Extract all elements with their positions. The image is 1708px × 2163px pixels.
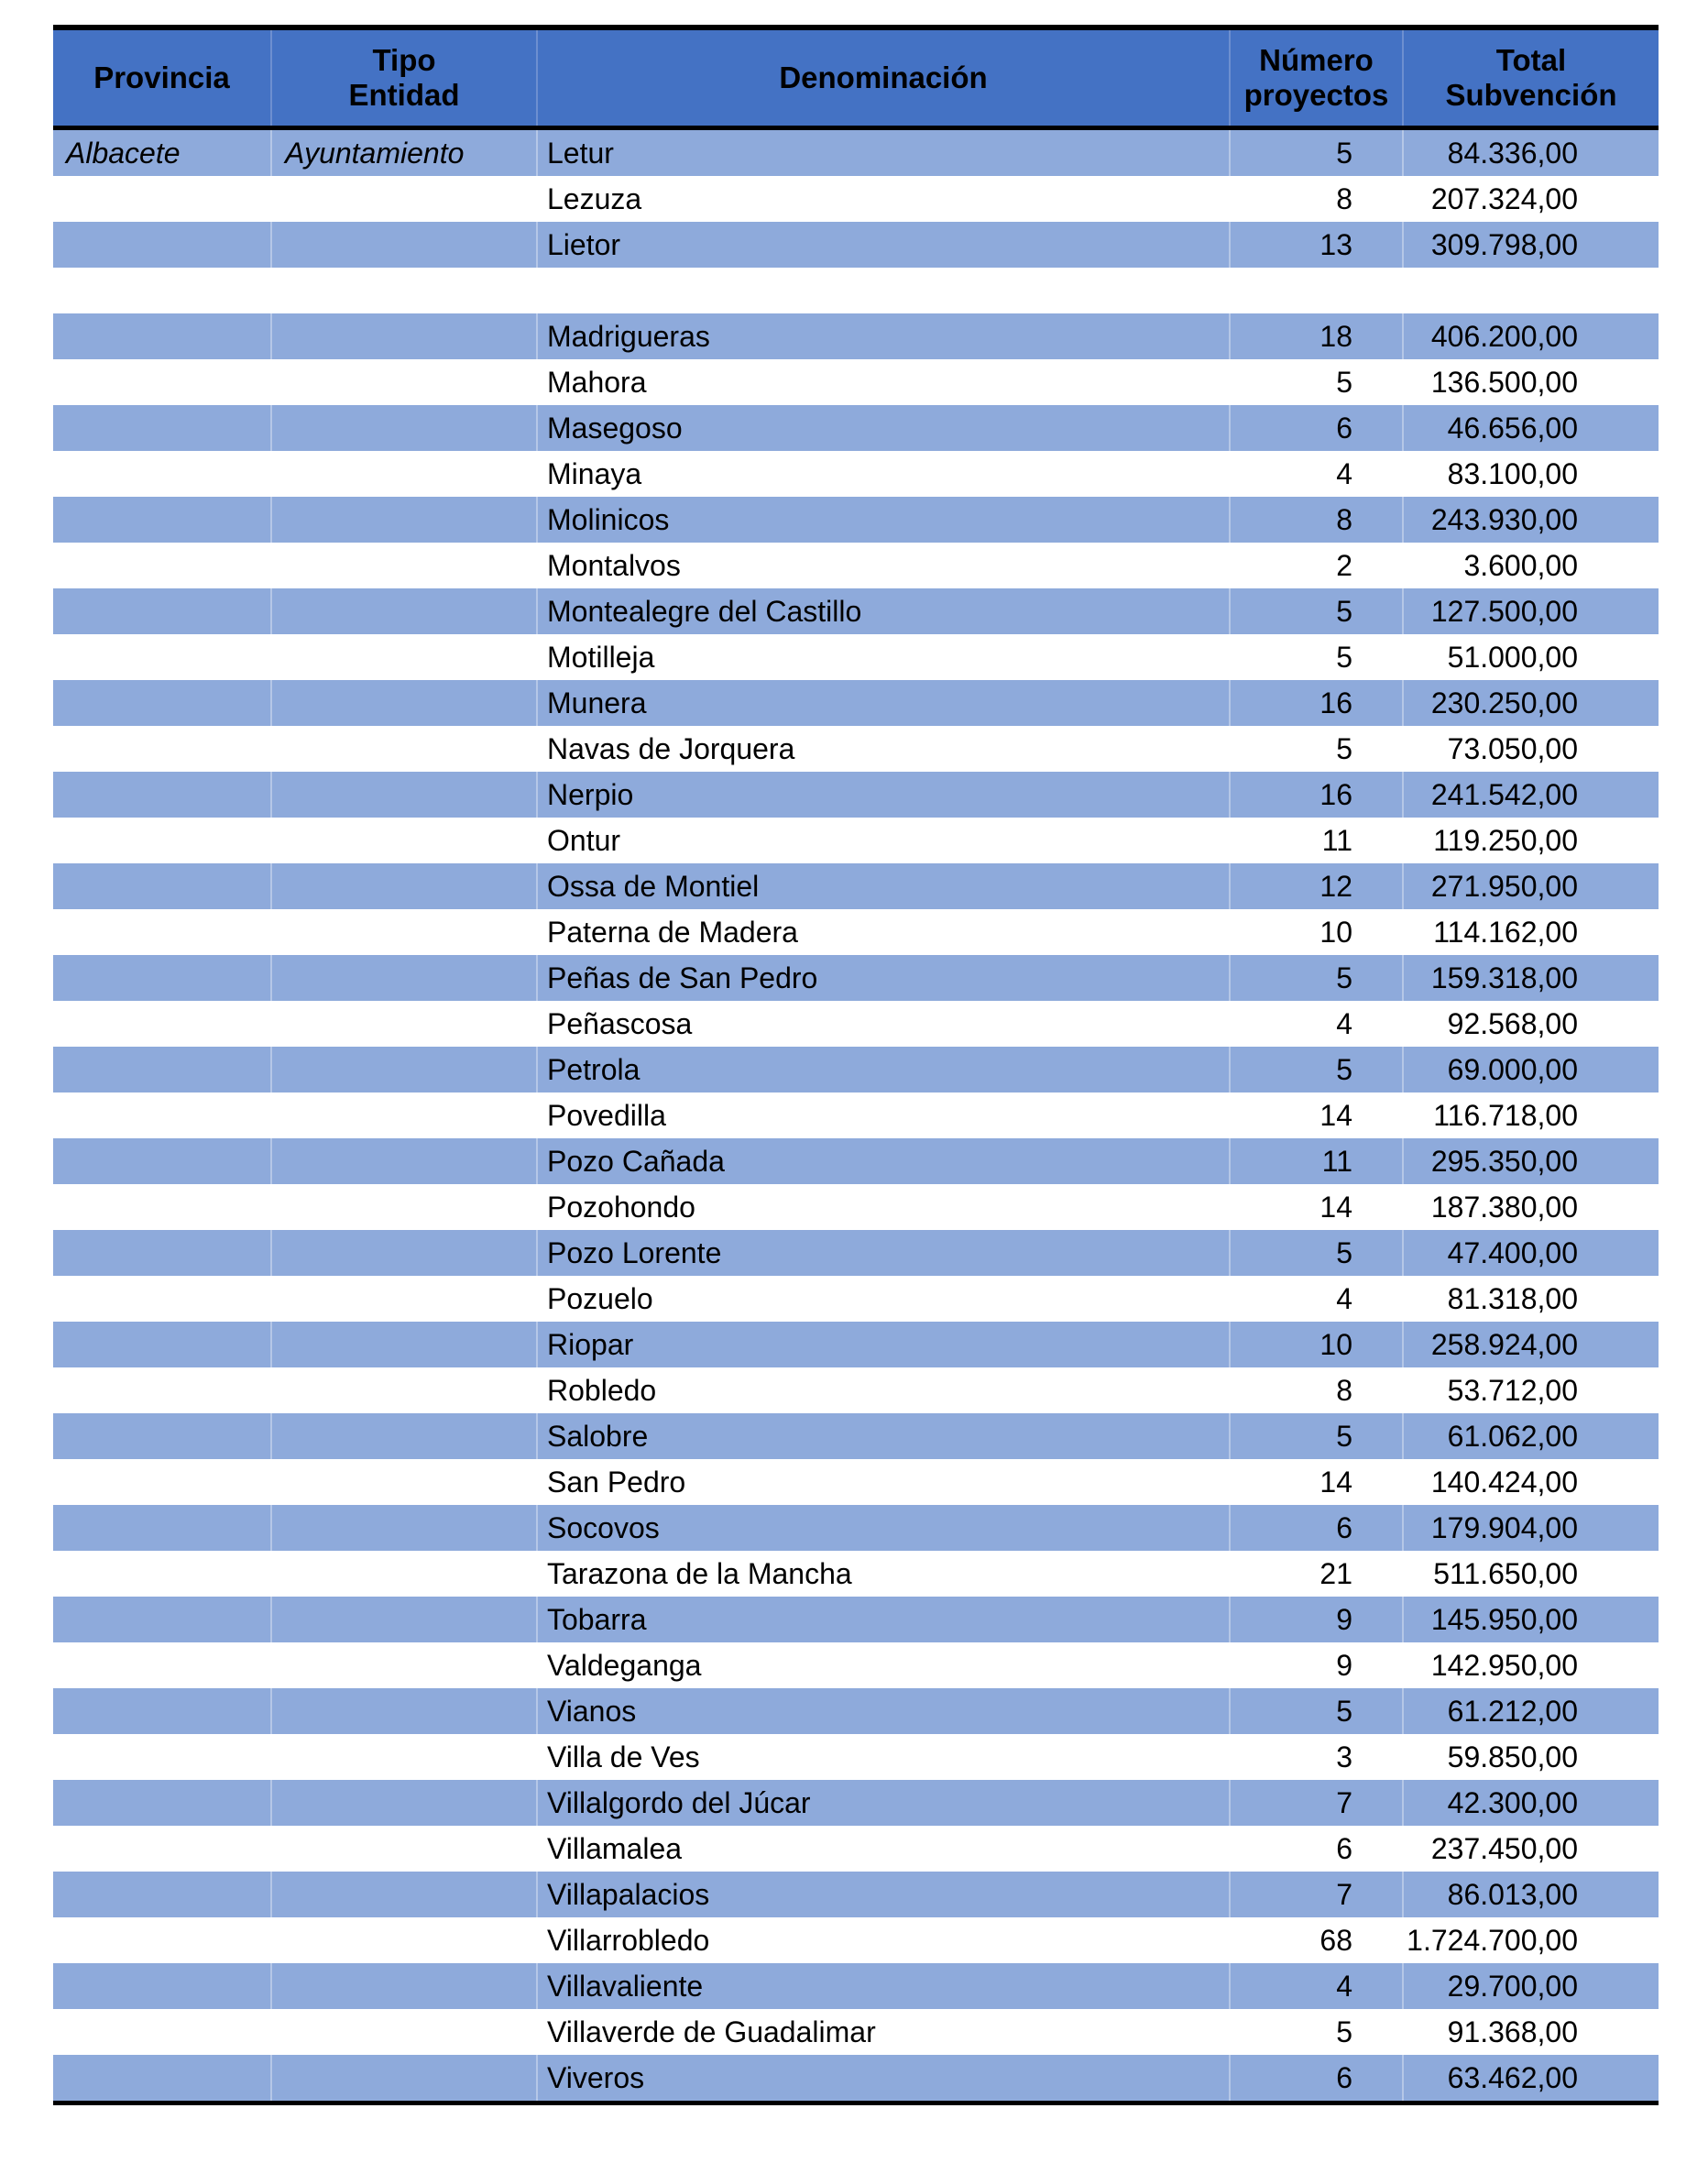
cell-provincia [53,1826,271,1872]
cell-numero-proyectos: 18 [1230,313,1403,359]
cell-provincia [53,1459,271,1505]
cell-total-subvencion: 86.013,00 [1403,1872,1659,1917]
cell-numero-proyectos: 5 [1230,588,1403,634]
cell-provincia [53,222,271,268]
table-row [53,1230,1659,1276]
cell-numero-proyectos: 13 [1230,222,1403,268]
cell-numero-proyectos: 16 [1230,772,1403,818]
table-row [53,1505,1659,1551]
cell-denominacion: Masegoso [537,405,1230,451]
cell-tipo-entidad [271,1597,537,1642]
table-body [53,128,1659,2103]
cell-provincia [53,268,271,313]
cell-provincia [53,726,271,772]
cell-denominacion: Nerpio [537,772,1230,818]
subsidy-table [53,25,1659,2105]
cell-provincia [53,1780,271,1826]
cell-provincia [53,1688,271,1734]
header-provincia: Provincia [53,27,271,128]
cell-numero-proyectos: 7 [1230,1872,1403,1917]
cell-denominacion: Pozuelo [537,1276,1230,1322]
cell-total-subvencion: 29.700,00 [1403,1963,1659,2009]
cell-numero-proyectos: 14 [1230,1092,1403,1138]
cell-total-subvencion: 140.424,00 [1403,1459,1659,1505]
cell-denominacion: Villalgordo del Júcar [537,1780,1230,1826]
cell-denominacion: Socovos [537,1505,1230,1551]
cell-numero-proyectos: 5 [1230,955,1403,1001]
cell-numero-proyectos: 6 [1230,2055,1403,2103]
cell-numero-proyectos: 8 [1230,176,1403,222]
cell-tipo-entidad [271,359,537,405]
cell-denominacion: Petrola [537,1047,1230,1092]
cell-total-subvencion: 207.324,00 [1403,176,1659,222]
cell-numero-proyectos: 16 [1230,680,1403,726]
cell-denominacion: Letur [537,128,1230,177]
header-numero-proyectos: Número proyectos [1230,27,1403,128]
cell-provincia [53,955,271,1001]
cell-tipo-entidad [271,2055,537,2103]
table-row [53,1826,1659,1872]
cell-provincia [53,1184,271,1230]
cell-numero-proyectos: 8 [1230,497,1403,543]
cell-numero-proyectos: 8 [1230,1367,1403,1413]
cell-numero-proyectos: 7 [1230,1780,1403,1826]
cell-denominacion: Villarrobledo [537,1917,1230,1963]
cell-total-subvencion: 406.200,00 [1403,313,1659,359]
cell-tipo-entidad [271,1047,537,1092]
cell-provincia [53,634,271,680]
cell-numero-proyectos: 5 [1230,634,1403,680]
cell-tipo-entidad [271,1367,537,1413]
table-row [53,955,1659,1001]
cell-provincia [53,359,271,405]
cell-denominacion: Munera [537,680,1230,726]
cell-tipo-entidad [271,1826,537,1872]
cell-denominacion: Tarazona de la Mancha [537,1551,1230,1597]
cell-provincia [53,1092,271,1138]
cell-total-subvencion: 179.904,00 [1403,1505,1659,1551]
cell-total-subvencion [1403,268,1659,313]
cell-total-subvencion: 47.400,00 [1403,1230,1659,1276]
cell-numero-proyectos: 4 [1230,1001,1403,1047]
cell-provincia [53,1551,271,1597]
cell-provincia [53,588,271,634]
cell-denominacion: Lietor [537,222,1230,268]
cell-total-subvencion: 69.000,00 [1403,1047,1659,1092]
cell-provincia [53,1642,271,1688]
cell-denominacion: Salobre [537,1413,1230,1459]
cell-tipo-entidad [271,497,537,543]
cell-denominacion: Ontur [537,818,1230,863]
cell-tipo-entidad [271,1551,537,1597]
cell-denominacion: Valdeganga [537,1642,1230,1688]
cell-numero-proyectos: 11 [1230,1138,1403,1184]
cell-tipo-entidad [271,1322,537,1367]
cell-denominacion: Villa de Ves [537,1734,1230,1780]
cell-tipo-entidad [271,543,537,588]
cell-total-subvencion: 159.318,00 [1403,955,1659,1001]
header-total-subvencion: Total Subvención [1403,27,1659,128]
table-row [53,1780,1659,1826]
cell-numero-proyectos [1230,268,1403,313]
cell-provincia [53,451,271,497]
table-row [53,1642,1659,1688]
cell-denominacion: San Pedro [537,1459,1230,1505]
cell-denominacion: Ossa de Montiel [537,863,1230,909]
table-row [53,1001,1659,1047]
cell-total-subvencion: 136.500,00 [1403,359,1659,405]
cell-total-subvencion: 63.462,00 [1403,2055,1659,2103]
cell-provincia [53,1872,271,1917]
cell-total-subvencion: 114.162,00 [1403,909,1659,955]
cell-tipo-entidad [271,1092,537,1138]
cell-total-subvencion: 59.850,00 [1403,1734,1659,1780]
cell-numero-proyectos: 5 [1230,359,1403,405]
cell-numero-proyectos: 4 [1230,1963,1403,2009]
cell-total-subvencion: 81.318,00 [1403,1276,1659,1322]
cell-tipo-entidad [271,1963,537,2009]
cell-provincia [53,863,271,909]
table-row [53,588,1659,634]
table-row [53,2009,1659,2055]
cell-total-subvencion: 187.380,00 [1403,1184,1659,1230]
cell-provincia [53,772,271,818]
cell-total-subvencion: 116.718,00 [1403,1092,1659,1138]
cell-denominacion: Montealegre del Castillo [537,588,1230,634]
cell-numero-proyectos: 14 [1230,1184,1403,1230]
table-row [53,497,1659,543]
cell-provincia [53,1047,271,1092]
cell-tipo-entidad [271,1780,537,1826]
table-row [53,1367,1659,1413]
cell-numero-proyectos: 11 [1230,818,1403,863]
cell-provincia [53,2009,271,2055]
cell-tipo-entidad [271,863,537,909]
table-row [53,1688,1659,1734]
cell-total-subvencion: 241.542,00 [1403,772,1659,818]
cell-tipo-entidad [271,1138,537,1184]
cell-total-subvencion: 271.950,00 [1403,863,1659,909]
cell-numero-proyectos: 4 [1230,451,1403,497]
cell-denominacion: Paterna de Madera [537,909,1230,955]
cell-tipo-entidad [271,405,537,451]
cell-denominacion: Villaverde de Guadalimar [537,2009,1230,2055]
cell-tipo-entidad [271,680,537,726]
cell-total-subvencion: 53.712,00 [1403,1367,1659,1413]
table-row [53,1963,1659,2009]
cell-numero-proyectos: 5 [1230,2009,1403,2055]
cell-denominacion: Vianos [537,1688,1230,1734]
table-row [53,863,1659,909]
cell-denominacion: Riopar [537,1322,1230,1367]
cell-denominacion: Viveros [537,2055,1230,2103]
cell-provincia [53,1597,271,1642]
cell-provincia [53,176,271,222]
cell-provincia [53,1322,271,1367]
cell-numero-proyectos: 68 [1230,1917,1403,1963]
table-row [53,1551,1659,1597]
cell-numero-proyectos: 5 [1230,1047,1403,1092]
header-row [53,27,1659,128]
cell-denominacion [537,268,1230,313]
cell-numero-proyectos: 21 [1230,1551,1403,1597]
table-row [53,726,1659,772]
cell-provincia [53,543,271,588]
cell-tipo-entidad [271,268,537,313]
cell-tipo-entidad [271,634,537,680]
table-row [53,1276,1659,1322]
cell-provincia [53,1230,271,1276]
table-row [53,222,1659,268]
cell-denominacion: Pozo Cañada [537,1138,1230,1184]
table-row [53,1597,1659,1642]
cell-tipo-entidad [271,1184,537,1230]
cell-tipo-entidad [271,955,537,1001]
cell-denominacion: Peñas de San Pedro [537,955,1230,1001]
cell-tipo-entidad [271,1230,537,1276]
table-row [53,1872,1659,1917]
cell-provincia [53,497,271,543]
cell-provincia [53,313,271,359]
table-row [53,1734,1659,1780]
cell-denominacion: Madrigueras [537,313,1230,359]
table-row [53,1459,1659,1505]
cell-denominacion: Villamalea [537,1826,1230,1872]
cell-numero-proyectos: 9 [1230,1642,1403,1688]
table-row [53,680,1659,726]
cell-total-subvencion: 1.724.700,00 [1403,1917,1659,1963]
cell-numero-proyectos: 5 [1230,1413,1403,1459]
cell-numero-proyectos: 3 [1230,1734,1403,1780]
cell-numero-proyectos: 5 [1230,726,1403,772]
cell-total-subvencion: 127.500,00 [1403,588,1659,634]
table-row [53,909,1659,955]
cell-provincia: Albacete [53,128,271,177]
table-row [53,451,1659,497]
cell-tipo-entidad [271,818,537,863]
cell-provincia [53,1963,271,2009]
cell-tipo-entidad [271,772,537,818]
table-row [53,1322,1659,1367]
table-header [53,27,1659,128]
table-row [53,772,1659,818]
table-row [53,405,1659,451]
cell-provincia [53,1138,271,1184]
cell-tipo-entidad [271,909,537,955]
header-tipo-entidad: Tipo Entidad [271,27,537,128]
table-row [53,543,1659,588]
cell-tipo-entidad [271,1917,537,1963]
cell-provincia [53,1276,271,1322]
cell-tipo-entidad [271,222,537,268]
cell-denominacion: Peñascosa [537,1001,1230,1047]
cell-total-subvencion: 83.100,00 [1403,451,1659,497]
cell-total-subvencion: 61.062,00 [1403,1413,1659,1459]
cell-denominacion: Mahora [537,359,1230,405]
table-row [53,1184,1659,1230]
cell-denominacion: Villapalacios [537,1872,1230,1917]
cell-total-subvencion: 91.368,00 [1403,2009,1659,2055]
cell-tipo-entidad [271,1642,537,1688]
cell-tipo-entidad [271,1505,537,1551]
cell-provincia [53,909,271,955]
cell-denominacion: Motilleja [537,634,1230,680]
cell-numero-proyectos: 5 [1230,1230,1403,1276]
cell-denominacion: Lezuza [537,176,1230,222]
cell-denominacion: Povedilla [537,1092,1230,1138]
cell-tipo-entidad [271,313,537,359]
cell-total-subvencion: 46.656,00 [1403,405,1659,451]
table-row [53,313,1659,359]
cell-provincia [53,1001,271,1047]
cell-provincia [53,2055,271,2103]
cell-numero-proyectos: 5 [1230,128,1403,177]
table-row [53,1047,1659,1092]
cell-numero-proyectos: 4 [1230,1276,1403,1322]
cell-denominacion: Pozohondo [537,1184,1230,1230]
cell-total-subvencion: 145.950,00 [1403,1597,1659,1642]
table-row [53,818,1659,863]
cell-tipo-entidad [271,176,537,222]
cell-denominacion: Pozo Lorente [537,1230,1230,1276]
cell-total-subvencion: 295.350,00 [1403,1138,1659,1184]
cell-tipo-entidad [271,1001,537,1047]
table-row [53,1138,1659,1184]
cell-provincia [53,680,271,726]
cell-numero-proyectos: 6 [1230,1826,1403,1872]
table-row [53,1917,1659,1963]
table-row [53,634,1659,680]
cell-denominacion: Montalvos [537,543,1230,588]
cell-provincia [53,405,271,451]
cell-tipo-entidad [271,1688,537,1734]
cell-total-subvencion: 51.000,00 [1403,634,1659,680]
cell-tipo-entidad [271,1872,537,1917]
cell-total-subvencion: 230.250,00 [1403,680,1659,726]
cell-tipo-entidad [271,2009,537,2055]
cell-tipo-entidad [271,451,537,497]
table-row [53,128,1659,177]
table-row [53,1413,1659,1459]
cell-provincia [53,1505,271,1551]
cell-provincia [53,1367,271,1413]
cell-total-subvencion: 237.450,00 [1403,1826,1659,1872]
cell-tipo-entidad [271,1734,537,1780]
cell-total-subvencion: 61.212,00 [1403,1688,1659,1734]
cell-numero-proyectos: 9 [1230,1597,1403,1642]
cell-denominacion: Navas de Jorquera [537,726,1230,772]
table-row [53,359,1659,405]
cell-provincia [53,818,271,863]
cell-tipo-entidad [271,588,537,634]
cell-numero-proyectos: 12 [1230,863,1403,909]
cell-total-subvencion: 309.798,00 [1403,222,1659,268]
cell-denominacion: Tobarra [537,1597,1230,1642]
cell-numero-proyectos: 6 [1230,1505,1403,1551]
cell-tipo-entidad [271,726,537,772]
cell-total-subvencion: 3.600,00 [1403,543,1659,588]
cell-provincia [53,1917,271,1963]
cell-provincia [53,1413,271,1459]
cell-numero-proyectos: 5 [1230,1688,1403,1734]
cell-total-subvencion: 92.568,00 [1403,1001,1659,1047]
cell-numero-proyectos: 10 [1230,1322,1403,1367]
cell-total-subvencion: 42.300,00 [1403,1780,1659,1826]
cell-denominacion: Minaya [537,451,1230,497]
cell-denominacion: Molinicos [537,497,1230,543]
cell-total-subvencion: 258.924,00 [1403,1322,1659,1367]
cell-total-subvencion: 73.050,00 [1403,726,1659,772]
cell-tipo-entidad [271,1459,537,1505]
cell-tipo-entidad [271,1413,537,1459]
cell-numero-proyectos: 10 [1230,909,1403,955]
cell-total-subvencion: 142.950,00 [1403,1642,1659,1688]
cell-numero-proyectos: 6 [1230,405,1403,451]
table-gap-row [53,268,1659,313]
table-row [53,2055,1659,2103]
cell-tipo-entidad [271,1276,537,1322]
cell-tipo-entidad: Ayuntamiento [271,128,537,177]
cell-total-subvencion: 243.930,00 [1403,497,1659,543]
cell-denominacion: Robledo [537,1367,1230,1413]
cell-numero-proyectos: 14 [1230,1459,1403,1505]
cell-total-subvencion: 511.650,00 [1403,1551,1659,1597]
table-row [53,1092,1659,1138]
header-denominacion: Denominación [537,27,1230,128]
cell-numero-proyectos: 2 [1230,543,1403,588]
cell-denominacion: Villavaliente [537,1963,1230,2009]
cell-total-subvencion: 119.250,00 [1403,818,1659,863]
table-row [53,176,1659,222]
cell-provincia [53,1734,271,1780]
cell-total-subvencion: 84.336,00 [1403,128,1659,177]
